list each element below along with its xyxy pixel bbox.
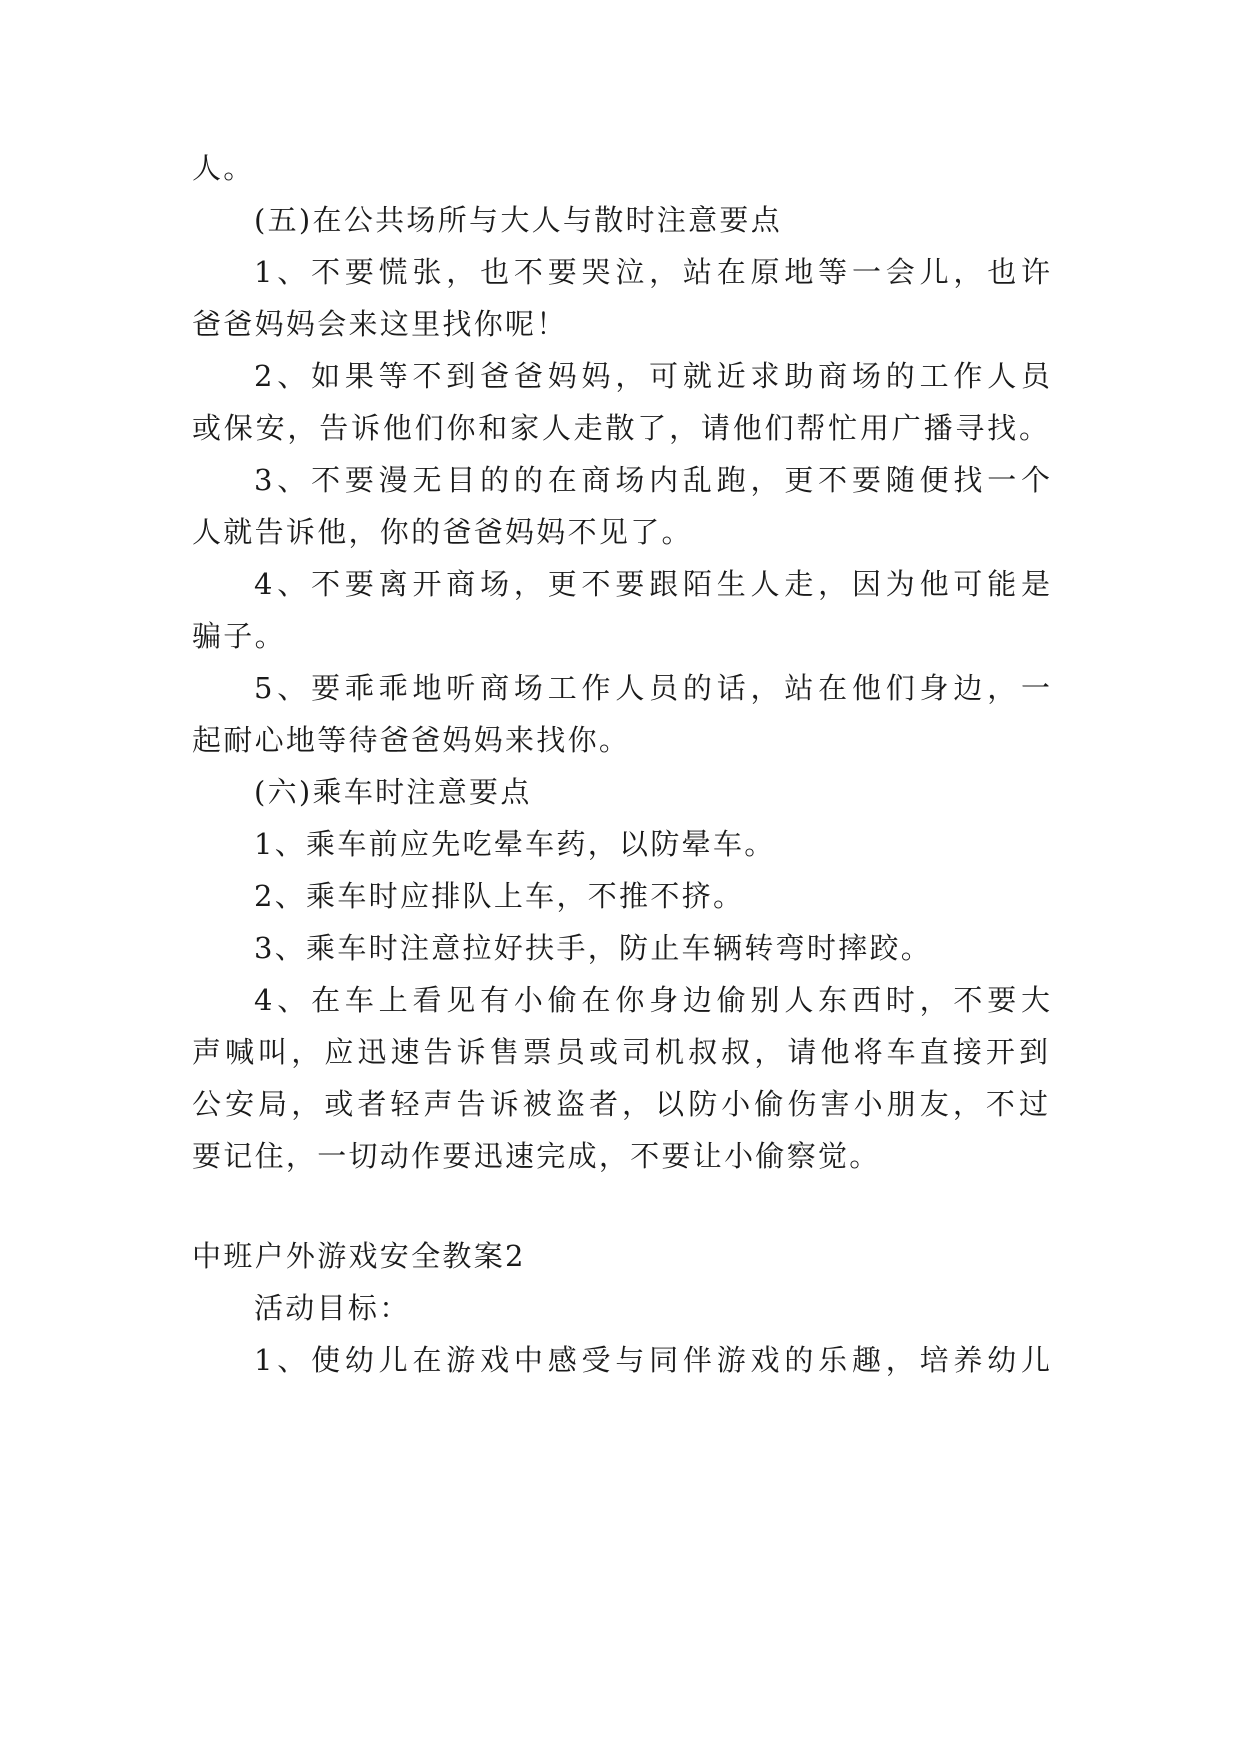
section-heading: (五)在公共场所与大人与散时注意要点 — [254, 203, 783, 237]
text-line: 4、不要离开商场，更不要跟陌生人走，因为他可能是 — [254, 567, 1050, 601]
text-line: 或保安，告诉他们你和家人走散了，请他们帮忙用广播寻找。 — [192, 411, 1048, 445]
text-line: 人。 — [192, 151, 255, 185]
text-line: 要记住，一切动作要迅速完成，不要让小偷察觉。 — [192, 1139, 881, 1173]
text-line: 4、在车上看见有小偷在你身边偷别人东西时，不要大 — [254, 983, 1050, 1017]
text-line: 1、乘车前应先吃晕车药，以防晕车。 — [254, 827, 776, 861]
text-line: 1、使幼儿在游戏中感受与同伴游戏的乐趣，培养幼儿 — [254, 1343, 1050, 1377]
section-heading: 活动目标： — [254, 1291, 411, 1325]
text-line: 起耐心地等待爸爸妈妈来找你。 — [192, 723, 631, 757]
text-line: 3、乘车时注意拉好扶手，防止车辆转弯时摔跤。 — [254, 931, 933, 965]
text-line: 1、不要慌张，也不要哭泣，站在原地等一会儿，也许 — [254, 255, 1050, 289]
text-line: 骗子。 — [192, 619, 286, 653]
section-heading: (六)乘车时注意要点 — [254, 775, 532, 809]
text-line: 3、不要漫无目的的在商场内乱跑，更不要随便找一个 — [254, 463, 1050, 497]
document-title: 中班户外游戏安全教案2 — [192, 1239, 526, 1273]
text-line: 爸爸妈妈会来这里找你呢！ — [192, 307, 568, 341]
text-line: 2、如果等不到爸爸妈妈，可就近求助商场的工作人员 — [254, 359, 1050, 393]
text-line: 声喊叫，应迅速告诉售票员或司机叔叔，请他将车直接开到 — [192, 1035, 1048, 1069]
text-line: 人就告诉他，你的爸爸妈妈不见了。 — [192, 515, 693, 549]
text-line: 5、要乖乖地听商场工作人员的话，站在他们身边，一 — [254, 671, 1050, 705]
text-line: 2、乘车时应排队上车，不推不挤。 — [254, 879, 745, 913]
text-line: 公安局，或者轻声告诉被盗者，以防小偷伤害小朋友，不过 — [192, 1087, 1048, 1121]
